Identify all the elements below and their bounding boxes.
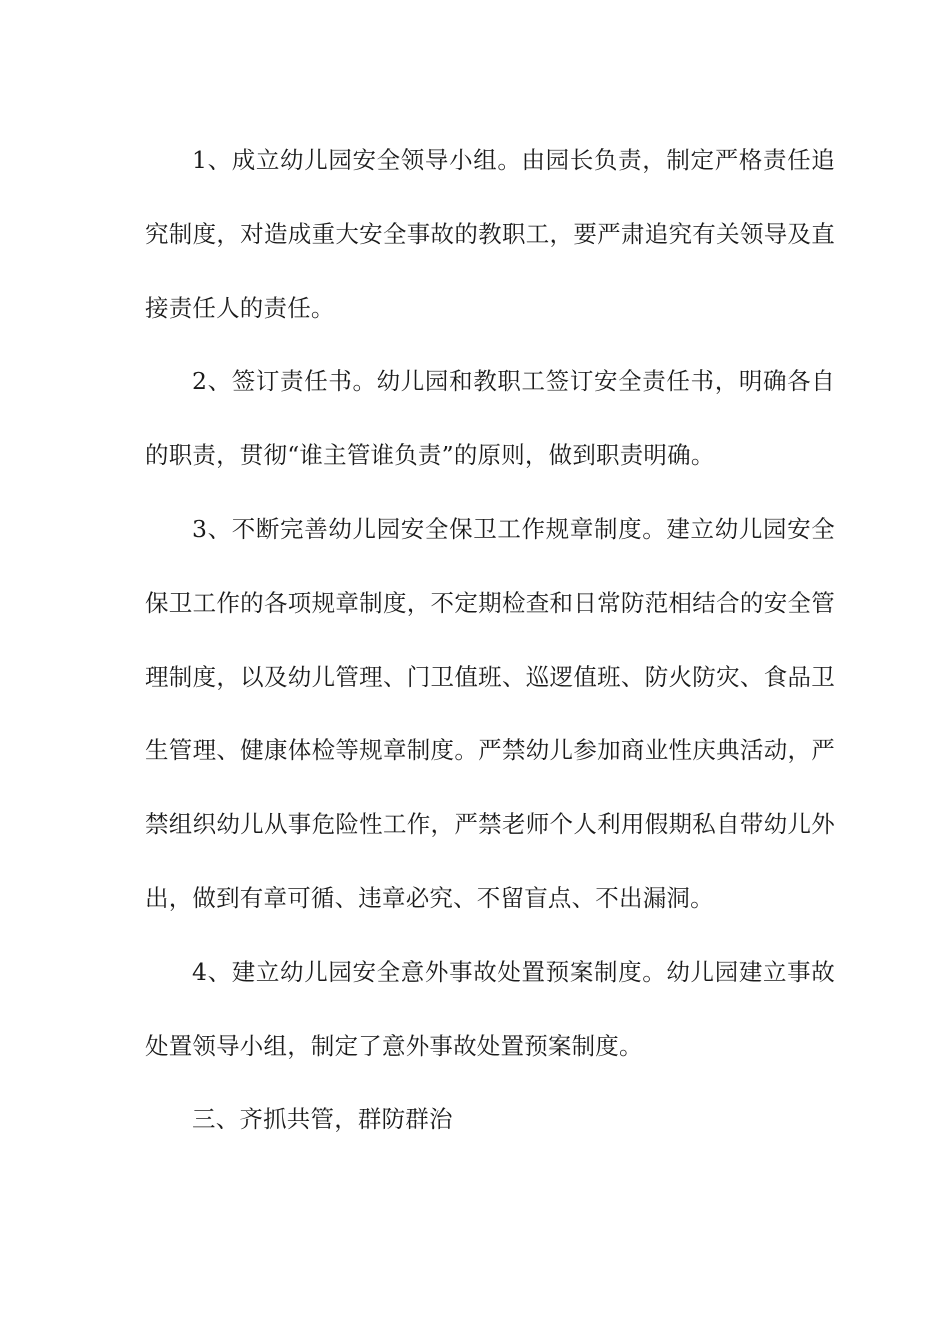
paragraph-4: 4、建立幼儿园安全意外事故处置预案制度。幼儿园建立事故处置领导小组，制定了意外事故处置预案制度。 <box>145 957 835 1060</box>
paragraph-3: 3、不断完善幼儿园安全保卫工作规章制度。建立幼儿园安全保卫工作的各项规章制度，不定期检查和日常防范相结合的安全管理制度，以及幼儿管理、门卫值班、巡逻值班、防火防灾、食品卫生管理、健康体检等规章制度。严禁幼儿参加商业性庆典活动，严禁组织幼儿从事危险性工作，严禁老师个人利用假期私自带幼儿外出，做到有章可循、违章必究、不留盲点、不出漏洞。 <box>145 514 835 912</box>
document-body <box>145 124 835 1157</box>
paragraph-2: 2、签订责任书。幼儿园和教职工签订安全责任书，明确各自的职责，贯彻“谁主管谁负责”的原则，做到职责明确。 <box>145 367 835 470</box>
section-heading: 三、齐抓共管，群防群治 <box>192 1105 453 1134</box>
paragraph-1: 1、成立幼儿园安全领导小组。由园长负责，制定严格责任追究制度，对造成重大安全事故的教职工，要严肃追究有关领导及直接责任人的责任。 <box>145 146 835 322</box>
